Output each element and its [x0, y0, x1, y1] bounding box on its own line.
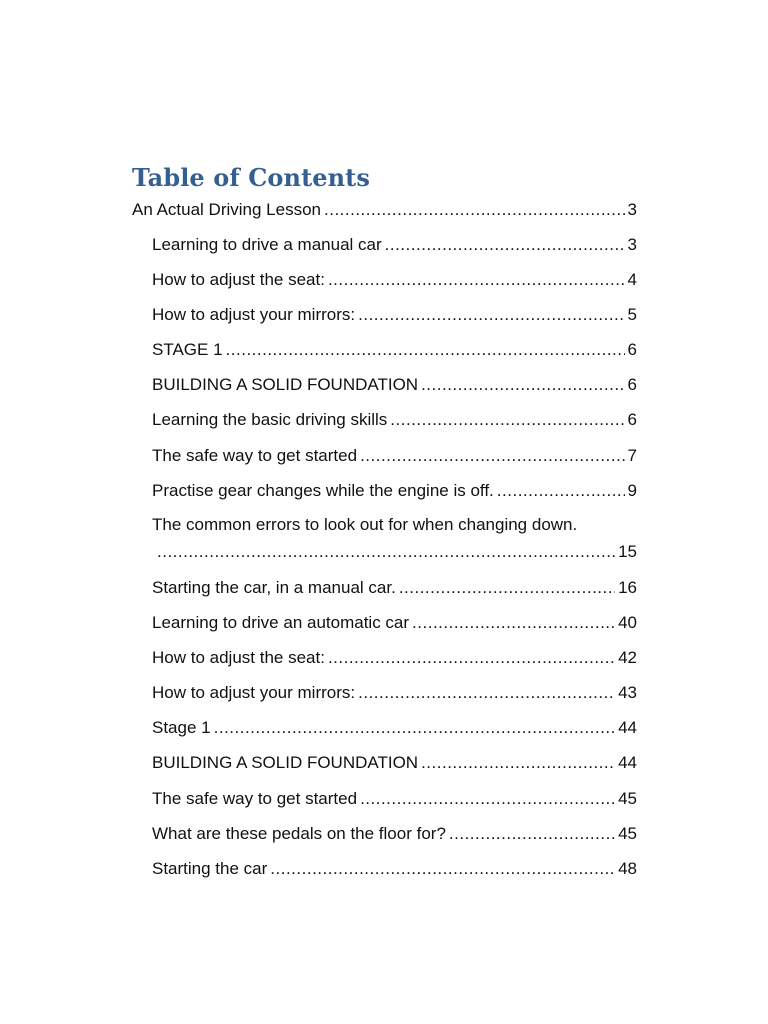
toc-entry-page: 4 [627, 270, 637, 289]
toc-entry[interactable] [152, 648, 637, 668]
toc-entry-page: 7 [627, 446, 637, 465]
toc-entry-page: 15 [618, 542, 637, 561]
toc-entry[interactable] [152, 270, 637, 290]
dot-leader [360, 446, 624, 466]
toc-entry-title: What are these pedals on the floor for? [152, 824, 446, 843]
toc-title: Table of Contents [132, 163, 370, 192]
toc-entry[interactable] [152, 446, 637, 466]
dot-leader [497, 481, 625, 501]
toc-entry-title: How to adjust the seat: [152, 270, 325, 289]
toc-entry-page: 48 [618, 859, 637, 878]
toc-entry-title: The common errors to look out for when changing down. [152, 515, 578, 534]
toc-entry[interactable] [152, 718, 637, 738]
dot-leader [449, 824, 615, 844]
toc-entry-title: Starting the car [152, 859, 268, 878]
dot-leader [214, 718, 615, 738]
toc-entry[interactable] [152, 683, 637, 703]
toc-entry-page: 5 [627, 305, 637, 324]
toc-entry-page: 45 [618, 789, 637, 808]
toc-entry-title: How to adjust the seat: [152, 648, 325, 667]
toc-entry[interactable] [152, 753, 637, 773]
toc-entry-title: Learning to drive an automatic car [152, 613, 410, 632]
dot-leader [328, 270, 625, 290]
toc-entry-title: An Actual Driving Lesson [132, 200, 321, 219]
dot-leader [385, 235, 625, 255]
toc-entry[interactable] [152, 481, 637, 501]
toc-entry[interactable] [152, 340, 637, 360]
toc-entry-title: BUILDING A SOLID FOUNDATION [152, 375, 419, 394]
toc-entry-page: 42 [618, 648, 637, 667]
toc-entry-title: Learning to drive a manual car [152, 235, 382, 254]
toc-entry-page: 16 [618, 578, 637, 597]
dot-leader [226, 340, 625, 360]
dot-leader [324, 200, 625, 220]
toc-entry-page: 44 [618, 753, 637, 772]
toc-entry[interactable] [152, 824, 637, 844]
dot-leader [358, 683, 615, 703]
toc-entry[interactable] [152, 410, 637, 430]
toc-entry[interactable] [152, 515, 637, 562]
toc-entry-page: 9 [627, 481, 637, 500]
toc-entry-title: Starting the car, in a manual car. [152, 578, 396, 597]
toc-entry[interactable] [152, 578, 637, 598]
toc-entry[interactable] [152, 305, 637, 325]
dot-leader [399, 578, 615, 598]
toc-entry[interactable] [132, 200, 637, 220]
toc-entry-title: STAGE 1 [152, 340, 223, 359]
toc-entry[interactable] [152, 789, 637, 809]
dot-leader [157, 542, 615, 562]
dot-leader [412, 613, 615, 633]
toc-entry-title: The safe way to get started [152, 446, 358, 465]
toc-entry-page: 3 [627, 200, 637, 219]
toc-entry-title: How to adjust your mirrors: [152, 683, 356, 702]
toc-entry-page: 3 [627, 235, 637, 254]
toc-entry-title: Learning the basic driving skills [152, 410, 388, 429]
toc-entry-page: 44 [618, 718, 637, 737]
toc-entry-page: 6 [627, 410, 637, 429]
toc-entry[interactable] [152, 235, 637, 255]
toc-entry-title: Practise gear changes while the engine is off. [152, 481, 494, 500]
toc-entry-title: BUILDING A SOLID FOUNDATION [152, 753, 419, 772]
toc-entry-page: 40 [618, 613, 637, 632]
toc-entry[interactable] [152, 375, 637, 395]
dot-leader [421, 375, 624, 395]
toc-entry-title: How to adjust your mirrors: [152, 305, 356, 324]
dot-leader [390, 410, 624, 430]
toc-entry-page: 45 [618, 824, 637, 843]
dot-leader [360, 789, 615, 809]
toc-entry[interactable] [152, 859, 637, 879]
dot-leader [421, 753, 615, 773]
toc-entry[interactable] [152, 613, 637, 633]
toc-entry-continuation [152, 542, 637, 562]
toc-entry-title: Stage 1 [152, 718, 211, 737]
dot-leader [270, 859, 615, 879]
toc-entry-title: The safe way to get started [152, 789, 358, 808]
dot-leader [328, 648, 615, 668]
toc-entry-page: 43 [618, 683, 637, 702]
toc-entry-page: 6 [627, 375, 637, 394]
dot-leader [358, 305, 624, 325]
toc-entry-page: 6 [627, 340, 637, 359]
